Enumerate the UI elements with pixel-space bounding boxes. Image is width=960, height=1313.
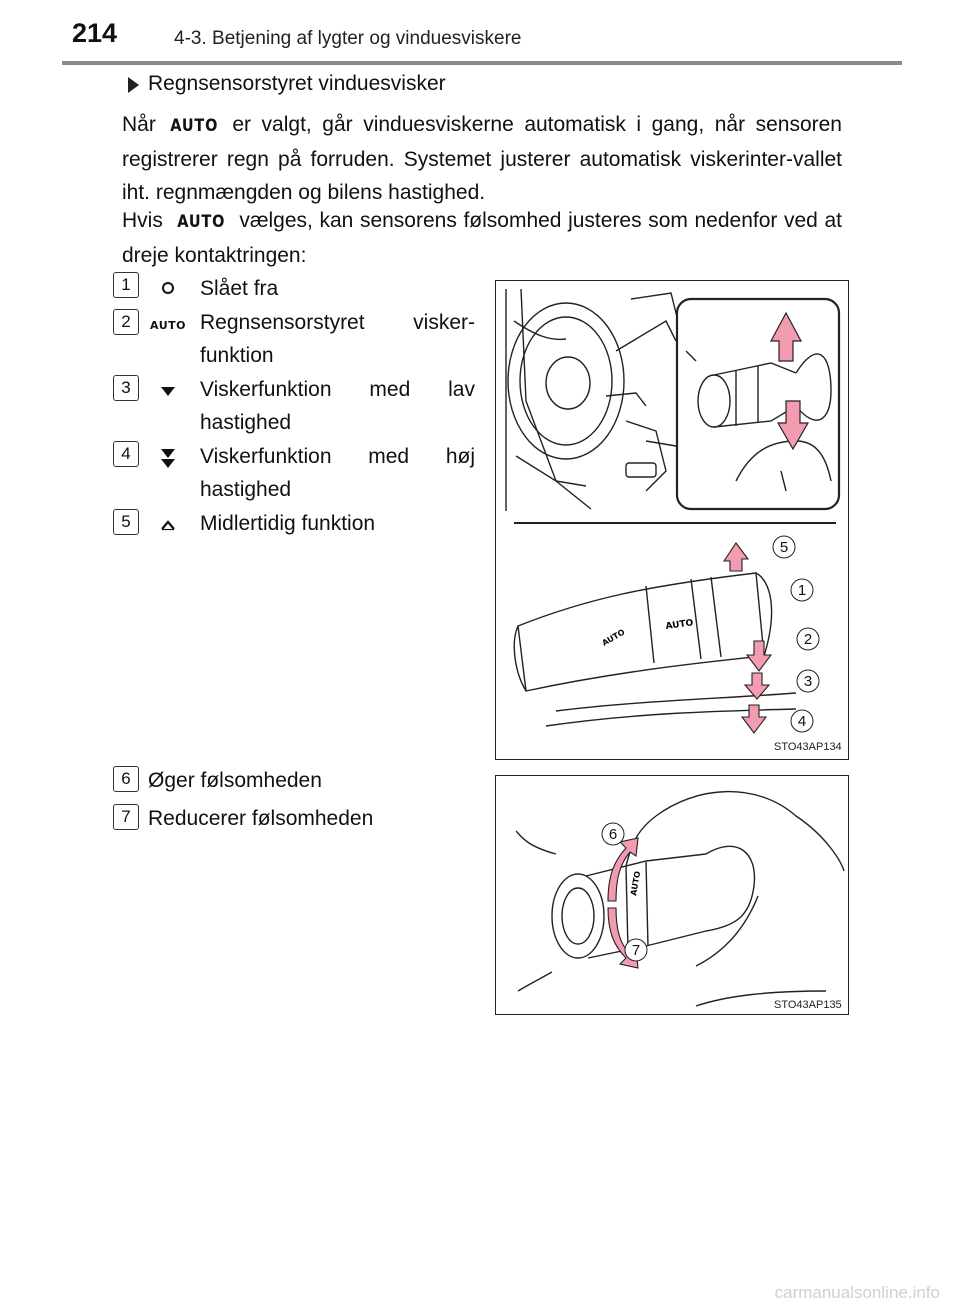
item-number-badge: 7: [113, 804, 139, 830]
double-triangle-down-icon: [150, 445, 186, 473]
auto-symbol-icon: AUTO: [177, 212, 226, 232]
paragraph-2: [122, 204, 842, 272]
circle-off-icon: [150, 274, 186, 302]
paragraph-1-lead: Når: [122, 113, 156, 136]
ring-auto-label: AUTO: [629, 870, 643, 897]
bullet-arrow-icon: [128, 77, 139, 93]
item-text: Viskerfunktion med høj hastighed: [200, 445, 475, 501]
item-text: Øger følsomheden: [148, 769, 322, 792]
header-rule: [62, 61, 902, 65]
paragraph-2-body: vælges, kan sensorens følsomhed justeres som nedenfor ved at dreje kontaktringen:: [122, 209, 842, 267]
item-text: Viskerfunktion med lav hastighed: [200, 378, 475, 434]
triangle-down-icon: [150, 377, 186, 405]
auto-icon: [150, 311, 186, 339]
figure-sensitivity-ring: [495, 775, 849, 1015]
callout-1: 1: [797, 582, 807, 599]
paragraph-1: [122, 108, 842, 209]
figure-code: STO43AP134: [774, 741, 842, 753]
item-number-badge: 4: [113, 441, 139, 467]
item-number-badge: 6: [113, 766, 139, 792]
figure-wiper-lever: [495, 280, 849, 760]
item-number-badge: 3: [113, 375, 139, 401]
item-number-badge: 2: [113, 309, 139, 335]
callout-5: 5: [779, 539, 789, 556]
arrow-up-icon: [724, 543, 748, 571]
sensitivity-ring-illustration: [496, 776, 848, 1014]
figure-code: STO43AP135: [774, 999, 842, 1011]
callout-2: 2: [803, 631, 813, 648]
callout-3: 3: [803, 673, 813, 690]
section-title: 4-3. Betjening af lygter og vinduesviskere: [174, 28, 522, 49]
lever-auto-label-small: AUTO: [600, 627, 627, 648]
callout-4: 4: [797, 713, 807, 730]
lever-auto-label: AUTO: [665, 618, 694, 632]
auto-symbol-icon: AUTO: [170, 116, 219, 136]
paragraph-1-body: er valgt, går vinduesviskerne automatisk i gang, når sensoren registrerer regn på forruden. Systemet justerer automatisk viskerinter-vallet iht. regnmængden og bilens hastighed.: [122, 113, 842, 204]
item-text: Slået fra: [200, 277, 279, 300]
watermark: carmanualsonline.info: [774, 1283, 940, 1302]
item-text: Reducerer følsomheden: [148, 807, 374, 830]
page-number: 214: [72, 18, 118, 48]
item-text: Midlertidig funktion: [200, 512, 376, 535]
auto-icon-label: AUTO: [150, 318, 186, 332]
chevron-up-icon: [150, 511, 186, 539]
arrow-down-icon: [742, 705, 766, 733]
paragraph-2-lead: Hvis: [122, 209, 163, 232]
item-text: Regnsensorstyret visker-funktion: [200, 311, 475, 367]
item-number-badge: 5: [113, 509, 139, 535]
wiper-lever-illustration: [496, 281, 848, 759]
item-number-badge: 1: [113, 272, 139, 298]
callout-7: 7: [631, 942, 641, 959]
subheading: Regnsensorstyret vinduesvisker: [148, 72, 446, 95]
callout-6: 6: [608, 826, 618, 843]
